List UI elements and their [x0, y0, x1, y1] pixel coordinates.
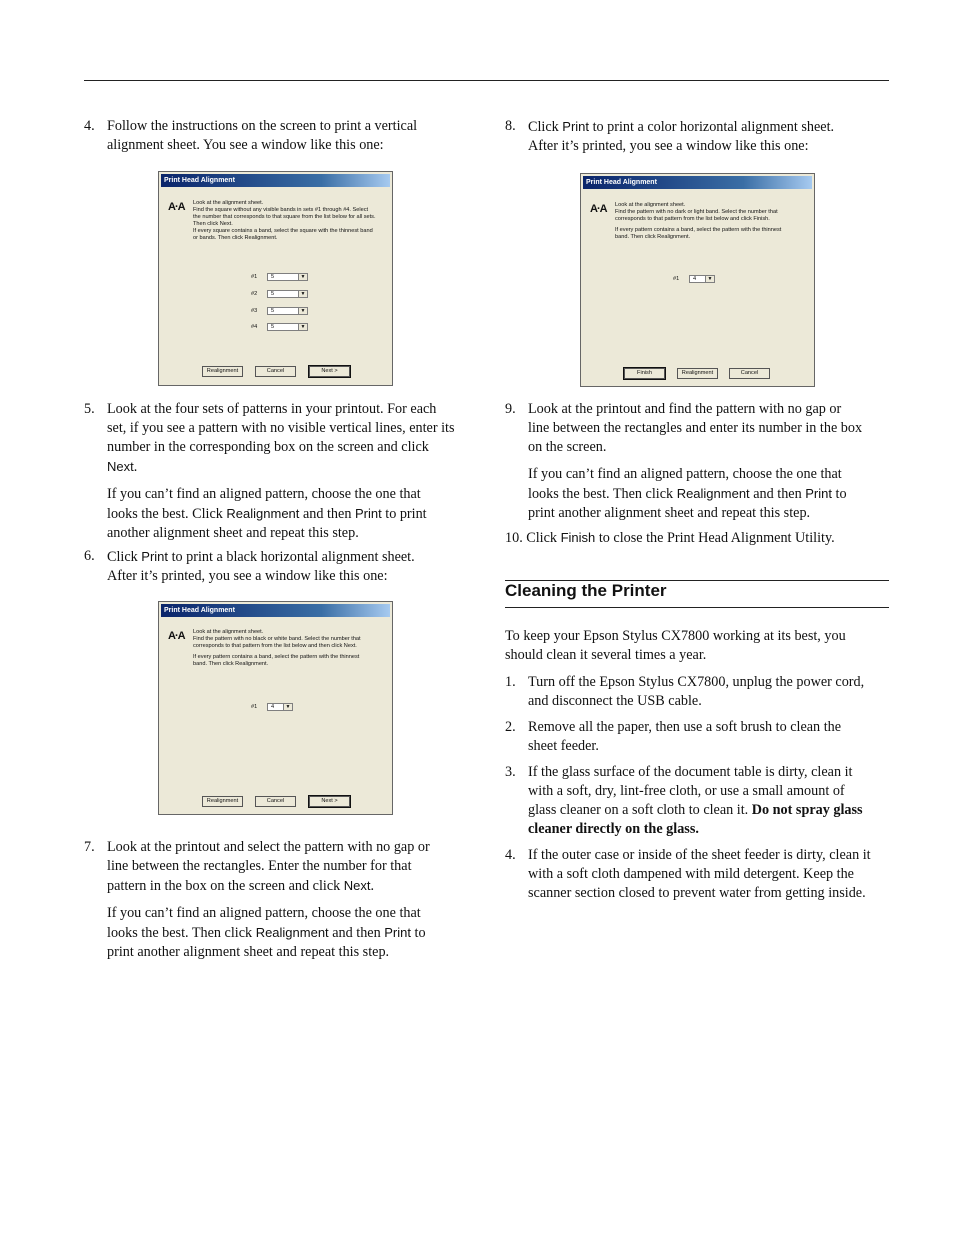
set-2-select[interactable]: 5 ▼: [267, 290, 308, 298]
step-text: Next.: [107, 459, 138, 475]
step-text: cleaner directly on the glass.: [528, 821, 699, 837]
step-number: 4.: [505, 847, 516, 863]
dialog-message: Look at the alignment sheet. Find the pattern with no black or white band. Select the number that corresponds to that pattern from the list below and then click Next. If every pattern contains a band, select the pattern with the thinnest band. Then click Realignment.: [193, 629, 361, 667]
cleaning-intro: To keep your Epson Stylus CX7800 working at its best, you should clean it several times a year.: [505, 628, 846, 663]
dialog-title: Print Head Alignment: [161, 604, 390, 617]
top-rule: [84, 80, 889, 81]
set-3-select[interactable]: 5 ▼: [267, 307, 308, 315]
step-number: 7.: [84, 839, 95, 855]
step-text: If the glass surface of the document table is dirty, clean it: [528, 764, 853, 780]
alignment-icon: A·A: [168, 201, 185, 213]
cancel-button[interactable]: Cancel: [255, 366, 296, 377]
dialog-message: Look at the alignment sheet. Find the pattern with no dark or light band. Select the number that corresponds to that pattern from the list below and click Finish. If every pattern contains a band, select the pattern with the thinnest band. Then click Realignment.: [615, 202, 782, 240]
next-button[interactable]: Next >: [309, 796, 350, 807]
finish-button[interactable]: Finish: [624, 368, 665, 379]
dialog-message: Look at the alignment sheet. Find the square without any visible bands in sets #1 through #4. Select the number that corresponds to that square from the list below for all sets. Then click Next. If every square contains a band, select the square with the thinnest band or bands. Then click Realignment.: [193, 200, 376, 241]
step-text: After it’s printed, you see a window like this one:: [107, 568, 388, 584]
step-text: After it’s printed, you see a window like this one:: [528, 138, 809, 154]
print-head-alignment-dialog-black: Print Head Alignment A·A Look at the alignment sheet. Find the pattern with no black or white band. Select the number that corresponds to that pattern from the list below and then click Next. If every pattern contains a band, select the pattern with the thinnest band. Then click Realignment. #1 4 ▼ Realignment Cancel Next >: [158, 601, 393, 815]
step-text: Turn off the Epson Stylus CX7800, unplug the power cord,: [528, 674, 865, 690]
realignment-button[interactable]: Realignment: [202, 366, 243, 377]
step-text: alignment sheet. You see a window like this one:: [107, 137, 384, 153]
step-text: looks the best. Click Realignment and then Print to print: [107, 506, 427, 522]
step-text: Remove all the paper, then use a soft brush to clean the: [528, 719, 842, 735]
step-7: [84, 838, 474, 963]
chevron-down-icon[interactable]: ▼: [705, 276, 714, 282]
step-text: 10. Click Finish to close the Print Head Alignment Utility.: [505, 530, 835, 546]
step-text: Look at the printout and select the pattern with no gap or: [107, 839, 430, 855]
step-text: Look at the printout and find the pattern with no gap or: [528, 401, 842, 417]
step-9: [505, 400, 895, 525]
step-text: with a soft cloth dampened with mild detergent. Keep the: [528, 866, 854, 882]
step-text: If you can’t find an aligned pattern, choose the one that: [528, 466, 842, 482]
step-text: looks the best. Then click Realignment and then Print to: [528, 486, 847, 502]
step-5: [84, 400, 474, 540]
step-text: If the outer case or inside of the sheet feeder is dirty, clean it: [528, 847, 871, 863]
step-number: 10.: [505, 530, 523, 546]
step-text: number in the corresponding box on the screen and click: [107, 439, 429, 455]
step-number: 2.: [505, 719, 516, 735]
step-text: line between the rectangles. Enter the number for that: [107, 858, 412, 874]
step-text: scanner section closed to prevent water from getting inside.: [528, 885, 866, 901]
print-head-alignment-dialog-vertical: Print Head Alignment A·A Look at the alignment sheet. Find the square without any visible bands in sets #1 through #4. Select the number that corresponds to that square from the list below for all sets. Then click Next. If every square contains a band, select the square with the thinnest band or bands. Then click Realignment. #1 5 ▼ #2 5 ▼ #3 5 ▼ #4 5 ▼ Realignment Cancel Next >: [158, 171, 393, 386]
dialog-title: Print Head Alignment: [161, 174, 390, 187]
step-text: with a soft, dry, lint-free cloth, or use a small amount of: [528, 783, 845, 799]
step-10: [505, 528, 895, 548]
chevron-down-icon[interactable]: ▼: [298, 324, 307, 330]
next-button[interactable]: Next >: [309, 366, 350, 377]
print-head-alignment-dialog-color: Print Head Alignment A·A Look at the alignment sheet. Find the pattern with no dark or light band. Select the number that corresponds to that pattern from the list below and click Finish. If every pattern contains a band, select the pattern with the thinnest band. Then click Realignment. #1 4 ▼ Finish Realignment Cancel: [580, 173, 815, 387]
step-number: 4.: [84, 118, 95, 134]
chevron-down-icon[interactable]: ▼: [298, 291, 307, 297]
step-text: glass cleaner on a soft cloth to clean it. Do not spray glass: [528, 802, 863, 818]
alignment-icon: A·A: [590, 203, 607, 215]
chevron-down-icon[interactable]: ▼: [298, 274, 307, 280]
step-text: sheet feeder.: [528, 738, 599, 754]
step-number: 5.: [84, 401, 95, 417]
step-text: looks the best. Then click Realignment and then Print to: [107, 925, 426, 941]
section-rule-bottom: [505, 607, 889, 608]
step-text: print another alignment sheet and repeat this step.: [107, 944, 390, 960]
step-number: 6.: [84, 548, 95, 564]
step-text: pattern in the box on the screen and click Next.: [107, 878, 375, 894]
dialog-title: Print Head Alignment: [583, 176, 812, 189]
set-1-select[interactable]: 4 ▼: [689, 275, 715, 283]
realignment-button[interactable]: Realignment: [202, 796, 243, 807]
step-text: print another alignment sheet and repeat this step.: [528, 505, 811, 521]
step-text: Click Print to print a black horizontal alignment sheet.: [107, 549, 415, 565]
set-4-select[interactable]: 5 ▼: [267, 323, 308, 331]
section-heading: Cleaning the Printer: [505, 581, 667, 600]
cancel-button[interactable]: Cancel: [729, 368, 770, 379]
set-1-select[interactable]: 5 ▼: [267, 273, 308, 281]
alignment-icon: A·A: [168, 630, 185, 642]
set-1-select[interactable]: 4 ▼: [267, 703, 293, 711]
realignment-button[interactable]: Realignment: [677, 368, 718, 379]
step-text: Look at the four sets of patterns in your printout. For each: [107, 401, 437, 417]
step-number: 3.: [505, 764, 516, 780]
chevron-down-icon[interactable]: ▼: [283, 704, 292, 710]
step-text: Click Print to print a color horizontal alignment sheet.: [528, 119, 835, 135]
step-text: and disconnect the USB cable.: [528, 693, 702, 709]
step-text: If you can’t find an aligned pattern, choose the one that: [107, 486, 421, 502]
step-number: 9.: [505, 401, 516, 417]
step-text: Follow the instructions on the screen to print a vertical: [107, 118, 418, 134]
step-number: 8.: [505, 118, 516, 134]
step-text: another alignment sheet and repeat this step.: [107, 525, 359, 541]
step-text: line between the rectangles and enter its number in the box: [528, 420, 863, 436]
cancel-button[interactable]: Cancel: [255, 796, 296, 807]
step-text: If you can’t find an aligned pattern, choose the one that: [107, 905, 421, 921]
step-text: set, if you see a pattern with no visible vertical lines, enter its: [107, 420, 455, 436]
chevron-down-icon[interactable]: ▼: [298, 308, 307, 314]
step-text: on the screen.: [528, 439, 607, 455]
step-number: 1.: [505, 674, 516, 690]
